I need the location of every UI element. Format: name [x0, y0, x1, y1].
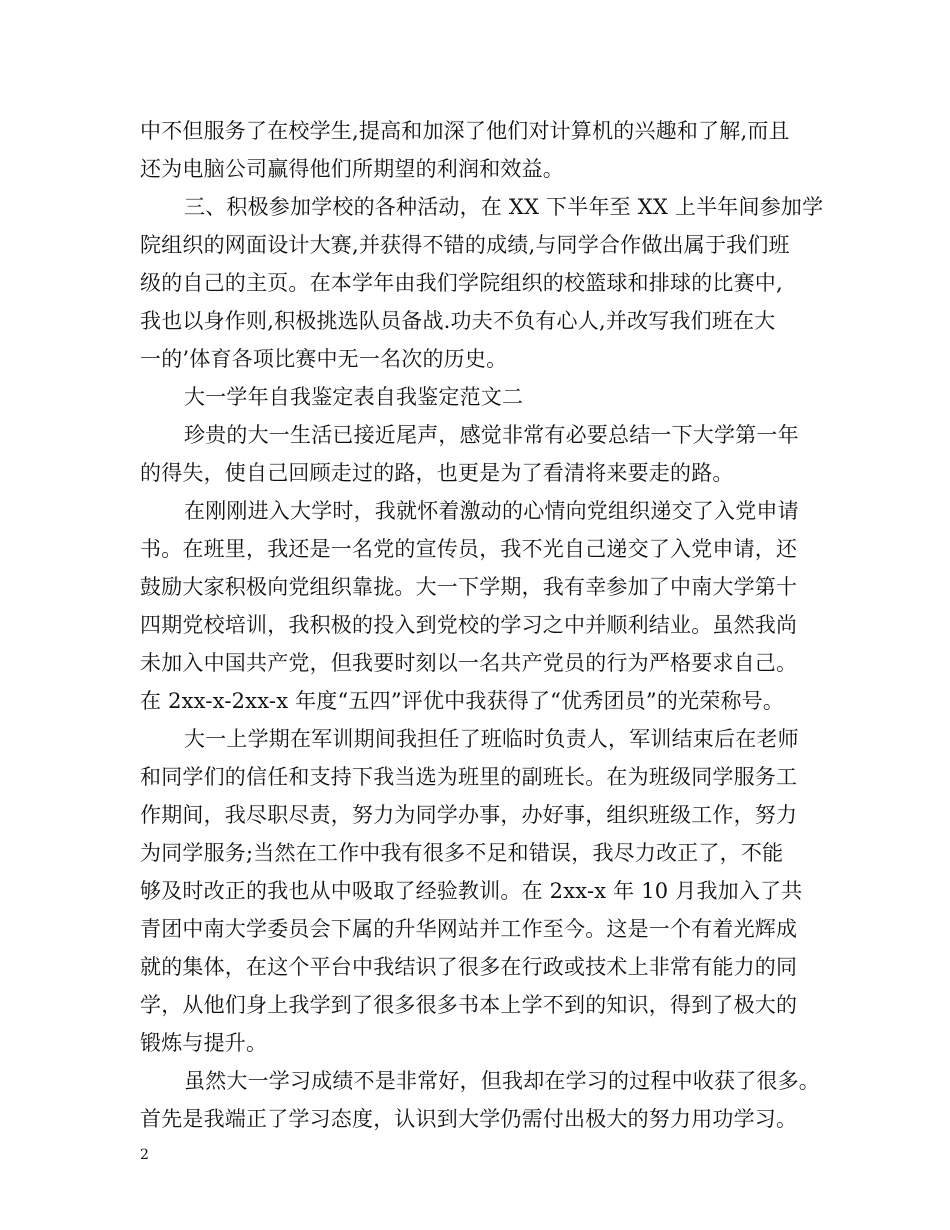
text-line: 鼓励大家积极向党组织靠拢。大一下学期，我有幸参加了中南大学第十	[140, 575, 798, 599]
text-line: 首先是我端正了学习态度，认识到大学仍需付出极大的努力用功学习。	[140, 1107, 798, 1131]
text-line: 的得失，使自己回顾走过的路，也更是为了看清将来要走的路。	[140, 461, 734, 485]
text-line: 院组织的网面设计大赛,并获得不错的成绩,与同学合作做出属于我们班	[140, 233, 790, 257]
paragraph-start-line: 珍贵的大一生活已接近尾声，感觉非常有必要总结一下大学第一年	[184, 423, 799, 447]
text-line: 够及时改正的我也从中吸取了经验教训。在 2xx-x 年 10 月我加入了共	[140, 879, 803, 903]
text-line: 未加入中国共产党，但我要时刻以一名共产党员的行为严格要求自己。	[140, 651, 798, 675]
text-line: 一的’体育各项比赛中无一名次的历史。	[140, 347, 508, 371]
page-number: 2	[140, 1147, 149, 1163]
text-line: 四期党校培训，我积极的投入到党校的学习之中并顺利结业。虽然我尚	[140, 613, 798, 637]
text-line: 和同学们的信任和支持下我当选为班里的副班长。在为班级同学服务工	[140, 765, 798, 789]
text-line: 为同学服务;当然在工作中我有很多不足和错误，我尽力改正了，不能	[140, 841, 784, 865]
text-line: 书。在班里，我还是一名党的宣传员，我不光自己递交了入党申请，还	[140, 537, 798, 561]
text-line: 在 2xx-x-2xx-x 年度“五四”评优中我获得了“优秀团员”的光荣称号。	[140, 689, 785, 713]
text-line: 我也以身作则,积极挑选队员备战.功夫不负有心人,并改写我们班在大	[140, 309, 776, 333]
text-line: 级的自己的主页。在本学年由我们学院组织的校篮球和排球的比赛中,	[140, 271, 783, 295]
text-line: 中不但服务了在校学生,提高和加深了他们对计算机的兴趣和了解,而且	[140, 119, 790, 143]
paragraph-start-line: 大一上学期在军训期间我担任了班临时负责人，军训结束后在老师	[184, 727, 799, 751]
document-body	[140, 112, 830, 1138]
text-line: 就的集体，在这个平台中我结识了很多在行政或技术上非常有能力的同	[140, 955, 798, 979]
text-line: 学，从他们身上我学到了很多很多书本上学不到的知识，得到了极大的	[140, 993, 798, 1017]
text-line: 作期间，我尽职尽责，努力为同学办事，办好事，组织班级工作，努力	[140, 803, 798, 827]
section-heading: 大一学年自我鉴定表自我鉴定范文二	[184, 385, 524, 409]
text-line: 锻炼与提升。	[140, 1031, 268, 1055]
text-line: 青团中南大学委员会下属的升华网站并工作至今。这是一个有着光辉成	[140, 917, 798, 941]
paragraph-start-line: 虽然大一学习成绩不是非常好，但我却在学习的过程中收获了很多。	[184, 1069, 820, 1093]
text-line: 还为电脑公司赢得他们所期望的利润和效益。	[140, 157, 564, 181]
paragraph-start-line: 三、积极参加学校的各种活动，在 XX 下半年至 XX 上半年间参加学	[184, 195, 824, 219]
paragraph-start-line: 在刚刚进入大学时，我就怀着激动的心情向党组织递交了入党申请	[184, 499, 799, 523]
